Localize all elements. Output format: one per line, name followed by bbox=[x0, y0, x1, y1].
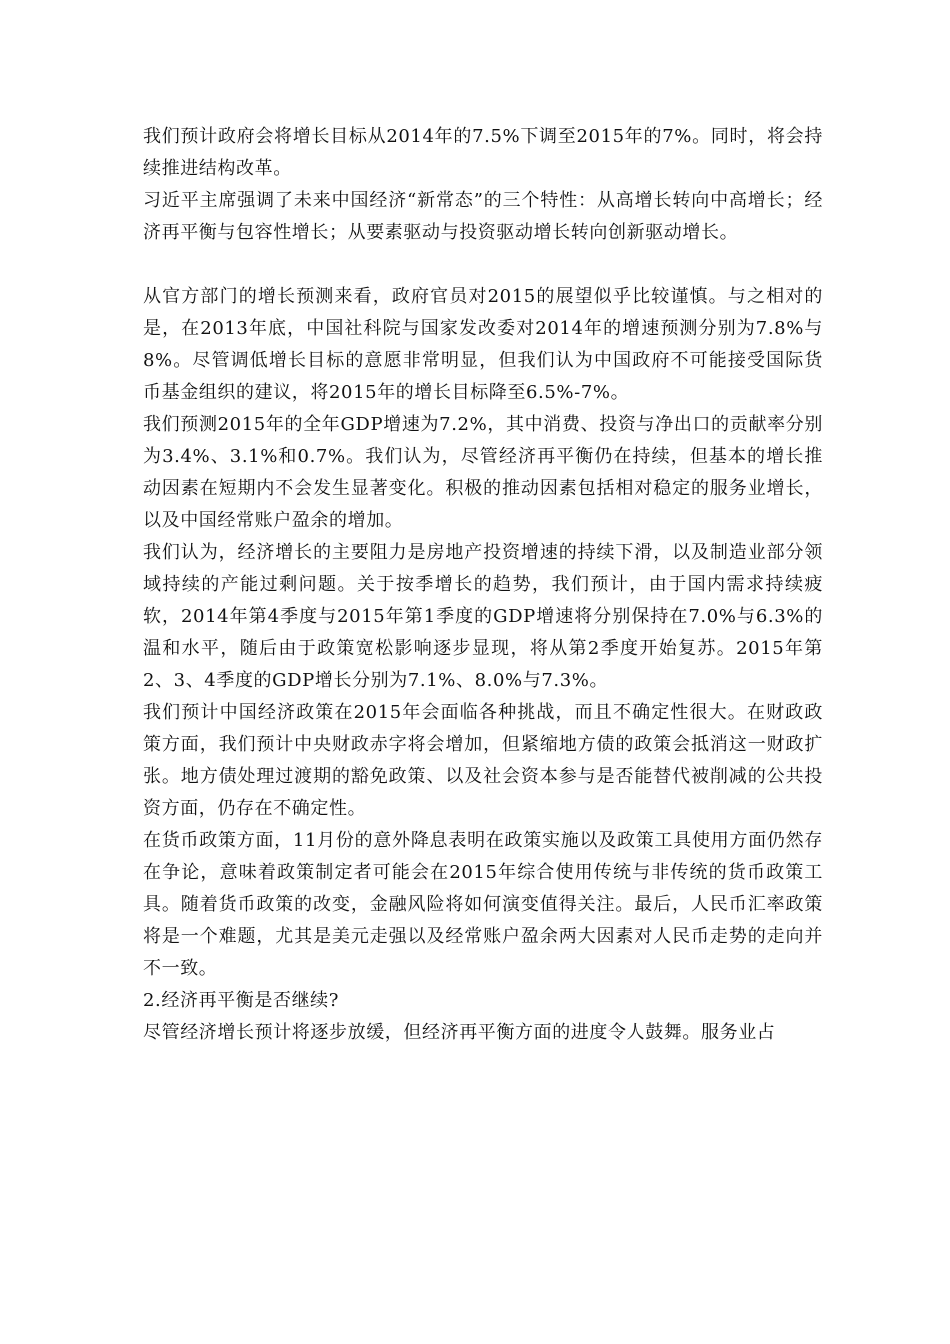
paragraph-growth-headwinds: 我们认为，经济增长的主要阻力是房地产投资增速的持续下滑，以及制造业部分领域持续的产能过剩问题。关于按季增长的趋势，我们预计，由于国内需求持续疲软，2014年第4季度与2015年第1季度的GDP增速将分别保持在7.0%与6.3%的温和水平，随后由于政策宽松影响逐步显现，将从第2季度开始复苏。2015年第2、3、4季度的GDP增长分别为7.1%、8.0%与7.3%。 bbox=[143, 542, 823, 691]
paragraph-growth-target: 我们预计政府会将增长目标从2014年的7.5%下调至2015年的7%。同时，将会持续推进结构改革。 bbox=[143, 126, 823, 179]
paragraph-fiscal-policy: 我们预计中国经济政策在2015年会面临各种挑战，而且不确定性很大。在财政政策方面，我们预计中央财政赤字将会增加，但紧缩地方债的政策会抵消这一财政扩张。地方债处理过渡期的豁免政策、以及社会资本参与是否能替代被削减的公共投资方面，仍存在不确定性。 bbox=[143, 702, 823, 819]
paragraph-rebalancing: 尽管经济增长预计将逐步放缓，但经济再平衡方面的进度令人鼓舞。服务业占 bbox=[143, 1022, 776, 1043]
section-heading: 2.经济再平衡是否继续? bbox=[143, 990, 340, 1011]
document-body bbox=[143, 121, 823, 1049]
paragraph-new-normal: 习近平主席强调了未来中国经济“新常态”的三个特性：从高增长转向中高增长；经济再平衡与包容性增长；从要素驱动与投资驱动增长转向创新驱动增长。 bbox=[143, 190, 823, 243]
paragraph-gdp-forecast: 我们预测2015年的全年GDP增速为7.2%，其中消费、投资与净出口的贡献率分别为3.4%、3.1%和0.7%。我们认为，尽管经济再平衡仍在持续，但基本的增长推动因素在短期内不会发生显著变化。积极的推动因素包括相对稳定的服务业增长，以及中国经常账户盈余的增加。 bbox=[143, 414, 823, 531]
paragraph-spacer bbox=[143, 249, 823, 281]
paragraph-monetary-policy: 在货币政策方面，11月份的意外降息表明在政策实施以及政策工具使用方面仍然存在争论，意味着政策制定者可能会在2015年综合使用传统与非传统的货币政策工具。随着货币政策的改变，金融风险将如何演变值得关注。最后，人民币汇率政策将是一个难题，尤其是美元走强以及经常账户盈余两大因素对人民币走势的走向并不一致。 bbox=[143, 830, 823, 979]
paragraph-official-forecast: 从官方部门的增长预测来看，政府官员对2015的展望似乎比较谨慎。与之相对的是，在2013年底，中国社科院与国家发改委对2014年的增速预测分别为7.8%与8%。尽管调低增长目标的意愿非常明显，但我们认为中国政府不可能接受国际货币基金组织的建议，将2015年的增长目标降至6.5%-7%。 bbox=[143, 286, 823, 403]
